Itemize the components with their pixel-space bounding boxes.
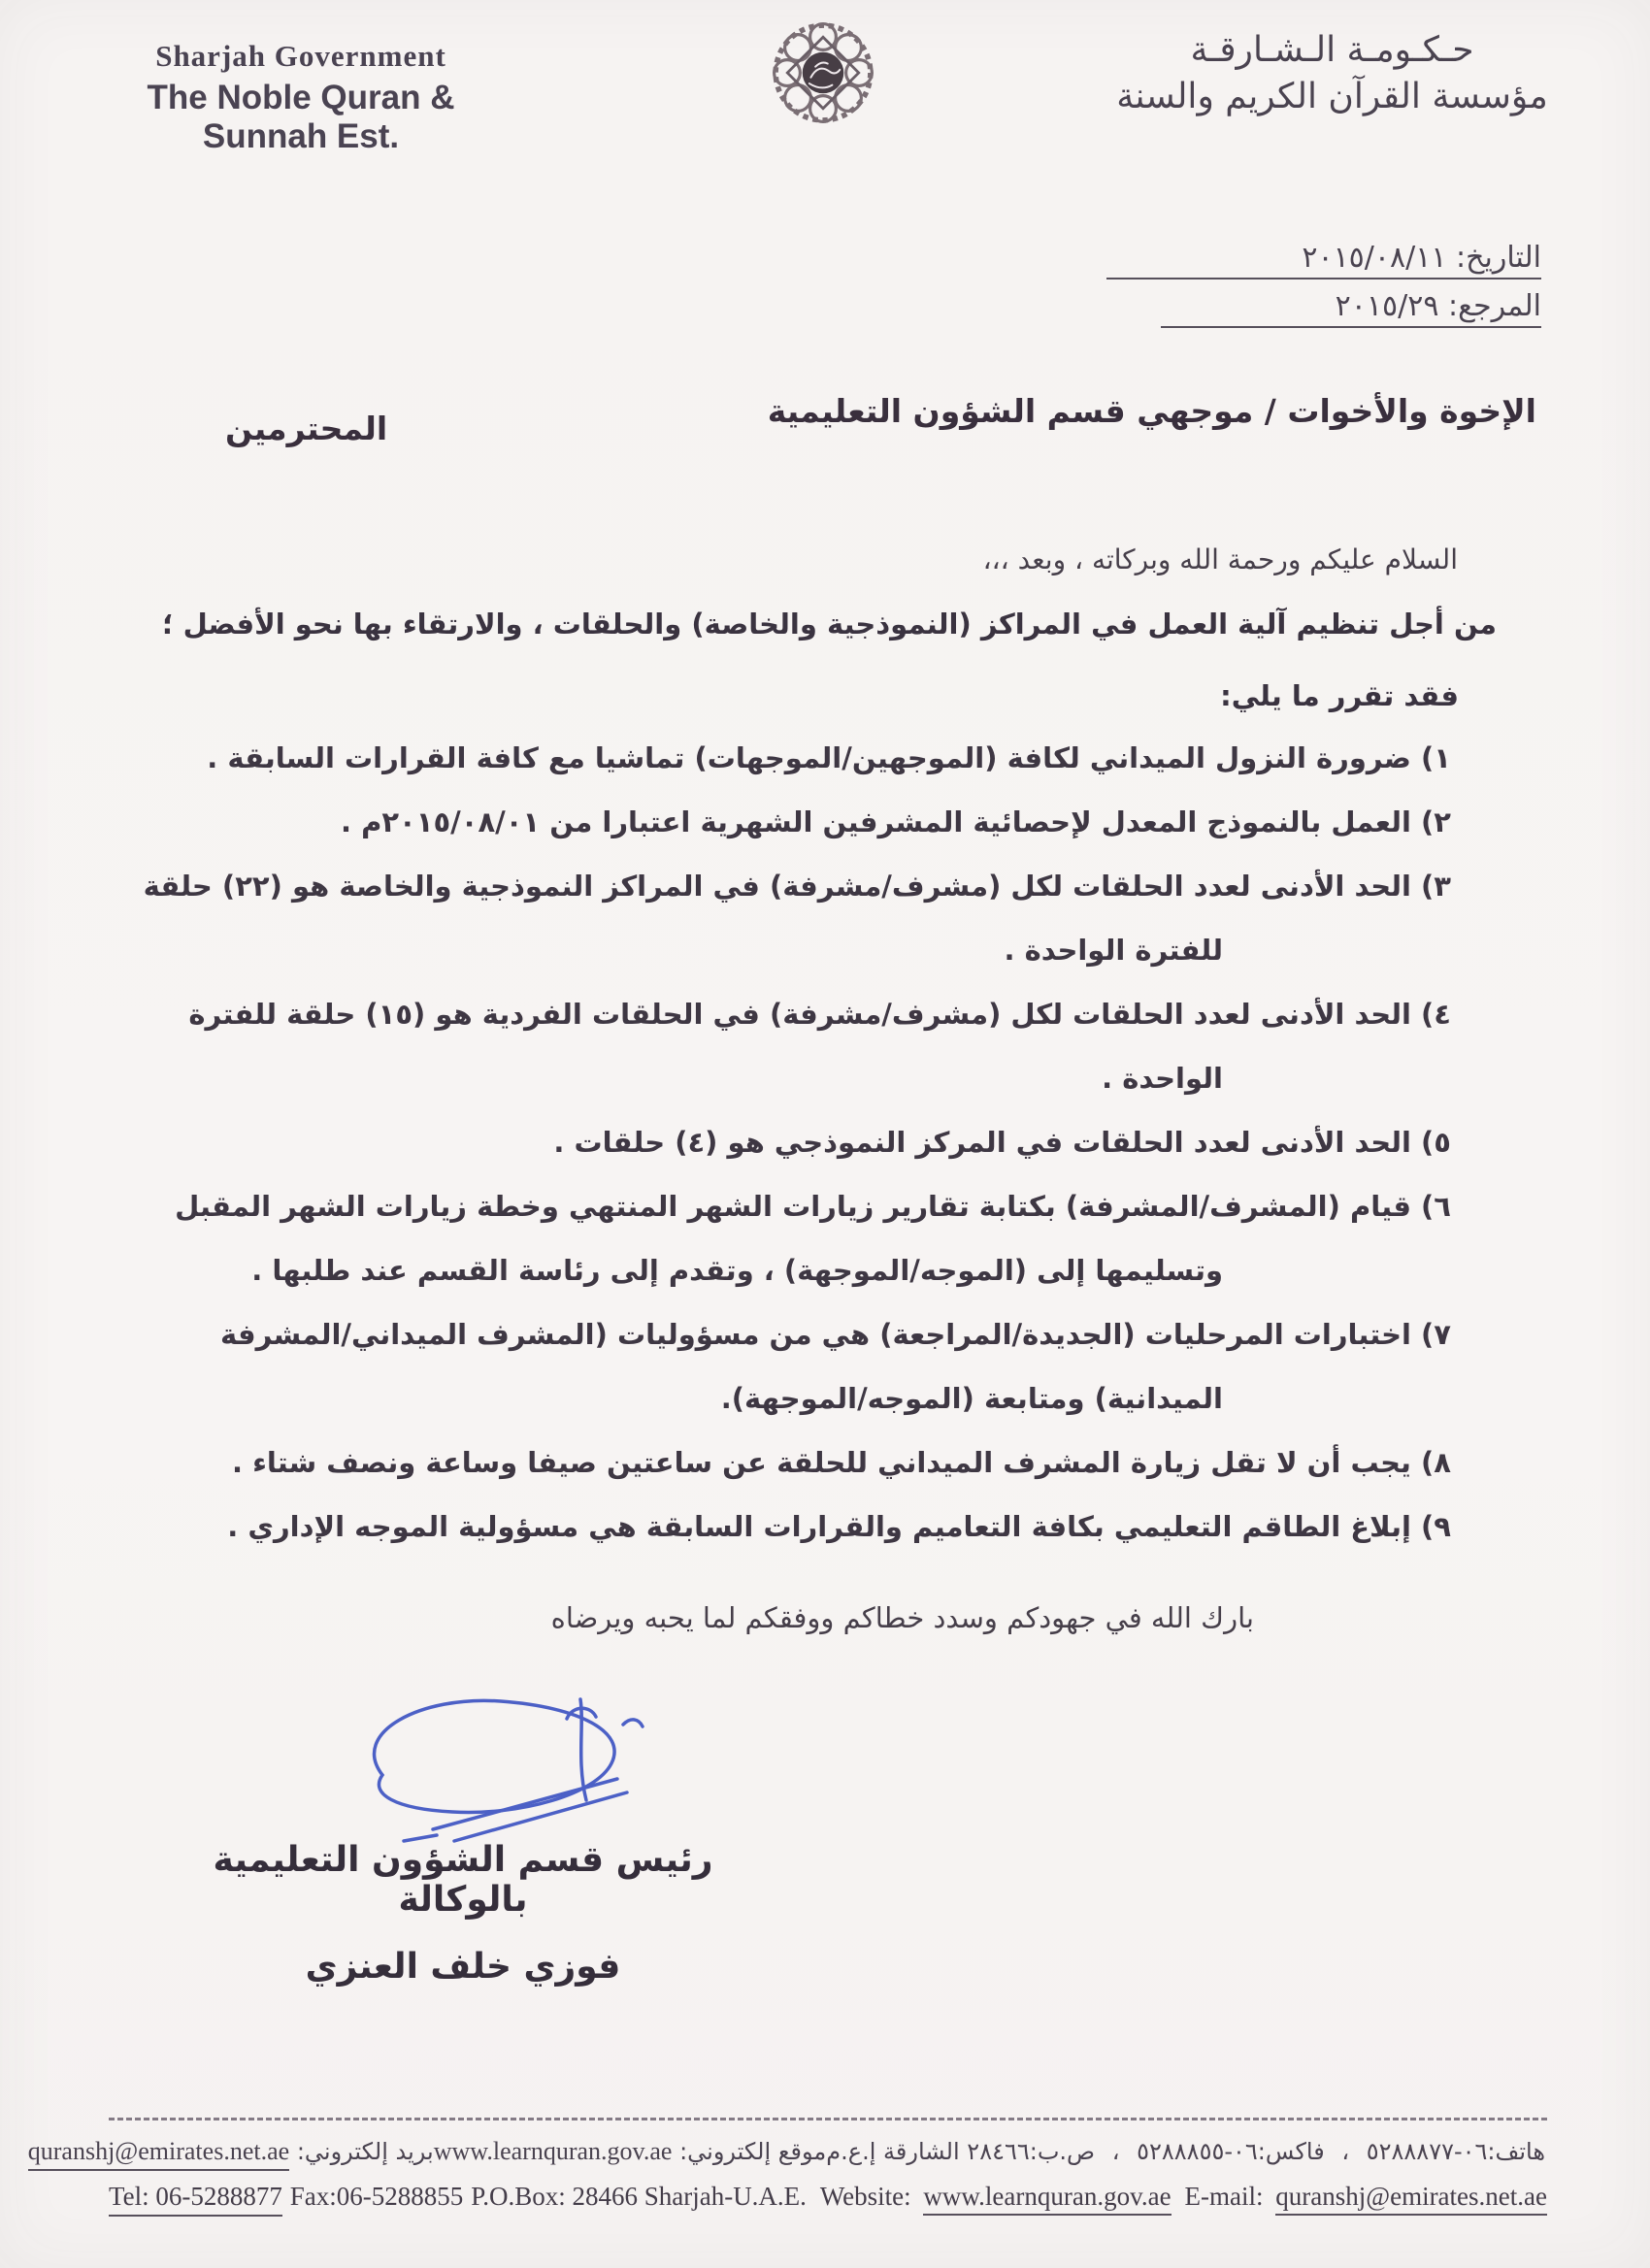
org-name-en-line2: The Noble Quran & Sunnah Est. [147, 79, 455, 155]
footer-ar-city: الشارقة إ.ع.م [826, 2138, 960, 2165]
footer-ar-email-value: quranshj@emirates.net.ae [28, 2137, 289, 2171]
footer-en-website-value: www.learnquran.gov.ae [923, 2182, 1171, 2216]
footer-dashed-divider [109, 2118, 1547, 2120]
footer-en-website-label: Website: [819, 2182, 911, 2211]
list-item-1: ١) ضرورة النزول الميداني لكافة (الموجهين/الموجهات) تماشيا مع كافة القرارات السابقة . [207, 741, 1451, 774]
reference-row [1161, 289, 1541, 328]
footer-ar-contact [826, 2138, 1545, 2165]
footer-ar-phone-label: هاتف: [1487, 2138, 1545, 2165]
reference-label: المرجع: [1448, 289, 1541, 323]
footer-english [109, 2182, 1547, 2217]
signer-title: رئيس قسم الشؤون التعليمية بالوكالة [213, 1840, 713, 1920]
org-name-english [97, 39, 505, 156]
footer-en-website [814, 2182, 1172, 2212]
footer-ar-website-label: موقع إلكتروني: [679, 2138, 827, 2165]
numbered-decisions-list [124, 726, 1451, 1559]
handwritten-signature [289, 1685, 677, 1852]
list-item-6: ٦) قيام (المشرف/المشرفة) بكتابة تقارير زيارات الشهر المنتهي وخطة زيارات الشهر المقبل وتسليمها إلى (الموجه/الموجهة) ، وتقدم إلى رئاسة القسم عند طلبها . [175, 1190, 1451, 1287]
closing-dua: بارك الله في جهودكم وسدد خطاكم ووفقكم لما يحبه ويرضاه [550, 1601, 1254, 1634]
list-item-3: ٣) الحد الأدنى لعدد الحلقات لكل (مشرف/مشرفة) في المراكز النموذجية والخاصة هو (٢٢) حلقة للفترة الواحدة . [143, 870, 1451, 967]
list-item-9: ٩) إبلاغ الطاقم التعليمي بكافة التعاميم والقرارات السابقة هي مسؤولية الموجه الإداري . [227, 1510, 1451, 1543]
list-item-5: ٥) الحد الأدنى لعدد الحلقات في المركز النموذجي هو (٤) حلقات . [553, 1126, 1451, 1159]
footer-ar-pobox-value: ٢٨٤٦٦ [967, 2138, 1030, 2165]
footer-ar-phone-value: ٠٦-٥٢٨٨٨٧٧ [1366, 2138, 1488, 2165]
reference-value: ٢٠١٥/٢٩ [1335, 289, 1439, 323]
date-label: التاريخ: [1456, 241, 1541, 275]
date-value: ٢٠١٥/٠٨/١١ [1302, 241, 1447, 275]
footer-ar-website-value: www.learnquran.gov.ae [433, 2137, 673, 2165]
signer-name: فوزي خلف العنزي [305, 1947, 621, 1987]
org-name-ar-line2: مؤسسة القرآن الكريم والسنة [1116, 77, 1548, 116]
footer-en-pobox: P.O.Box: 28466 Sharjah-U.A.E. [471, 2182, 807, 2211]
salutation: السلام عليكم ورحمة الله وبركاته ، وبعد ،،، [982, 543, 1458, 575]
footer-en-email-value: quranshj@emirates.net.ae [1275, 2182, 1547, 2216]
footer-ar-sep1: ، [1341, 2138, 1350, 2165]
footer-en-email [1179, 2182, 1548, 2212]
quran-sunnah-emblem-icon [749, 12, 897, 134]
footer-ar-fax-value: ٠٦-٥٢٨٨٨٥٥ [1137, 2138, 1258, 2165]
org-name-arabic [1097, 27, 1568, 120]
list-item-8: ٨) يجب أن لا تقل زيارة المشرف الميداني للحلقة عن ساعتين صيفا وساعة ونصف شتاء . [231, 1446, 1451, 1479]
footer-en-fax: Fax:06-5288855 [289, 2182, 464, 2211]
footer-ar-email-label: بريد إلكتروني: [296, 2138, 434, 2165]
honorific: المحترمين [225, 410, 388, 447]
footer-en-email-label: E-mail: [1184, 2182, 1264, 2211]
signature-block [161, 1840, 765, 1987]
org-name-en-line1: Sharjah Government [155, 39, 446, 73]
decision-lead: فقد تقرر ما يلي: [1220, 679, 1459, 712]
org-name-ar-line1: حـكـومـة الـشـارقـة [1190, 30, 1474, 70]
footer-ar-website [434, 2137, 827, 2166]
date-row [1106, 241, 1541, 279]
list-item-7: ٧) اختبارات المرحليات (الجديدة/المراجعة) هي من مسؤوليات (المشرف الميداني/المشرفة الميدانية) ومتابعة (الموجه/الموجهة). [220, 1318, 1451, 1415]
footer-en-tel: Tel: 06-5288877 [109, 2182, 282, 2217]
footer-ar-sep2: ، [1111, 2138, 1120, 2165]
list-item-4: ٤) الحد الأدنى لعدد الحلقات لكل (مشرف/مشرفة) في الحلقات الفردية هو (١٥) حلقة للفترة الواحدة . [188, 998, 1451, 1095]
list-item-2: ٢) العمل بالنموذج المعدل لإحصائية المشرفين الشهرية اعتبارا من ٢٠١٥/٠٨/٠١م . [340, 805, 1451, 838]
footer-ar-fax-label: فاكس: [1257, 2138, 1325, 2165]
footer-ar-email [28, 2137, 434, 2171]
intro-line: من أجل تنظيم آلية العمل في المراكز (النموذجية والخاصة) والحلقات ، والارتقاء بها نحو الأفضل ؛ [161, 608, 1497, 641]
footer-arabic [27, 2137, 1545, 2171]
footer-ar-pobox-label: ص.ب: [1029, 2138, 1096, 2165]
addressee-line: الإخوة والأخوات / موجهي قسم الشؤون التعليمية [767, 392, 1536, 430]
letter-meta [1106, 241, 1541, 338]
